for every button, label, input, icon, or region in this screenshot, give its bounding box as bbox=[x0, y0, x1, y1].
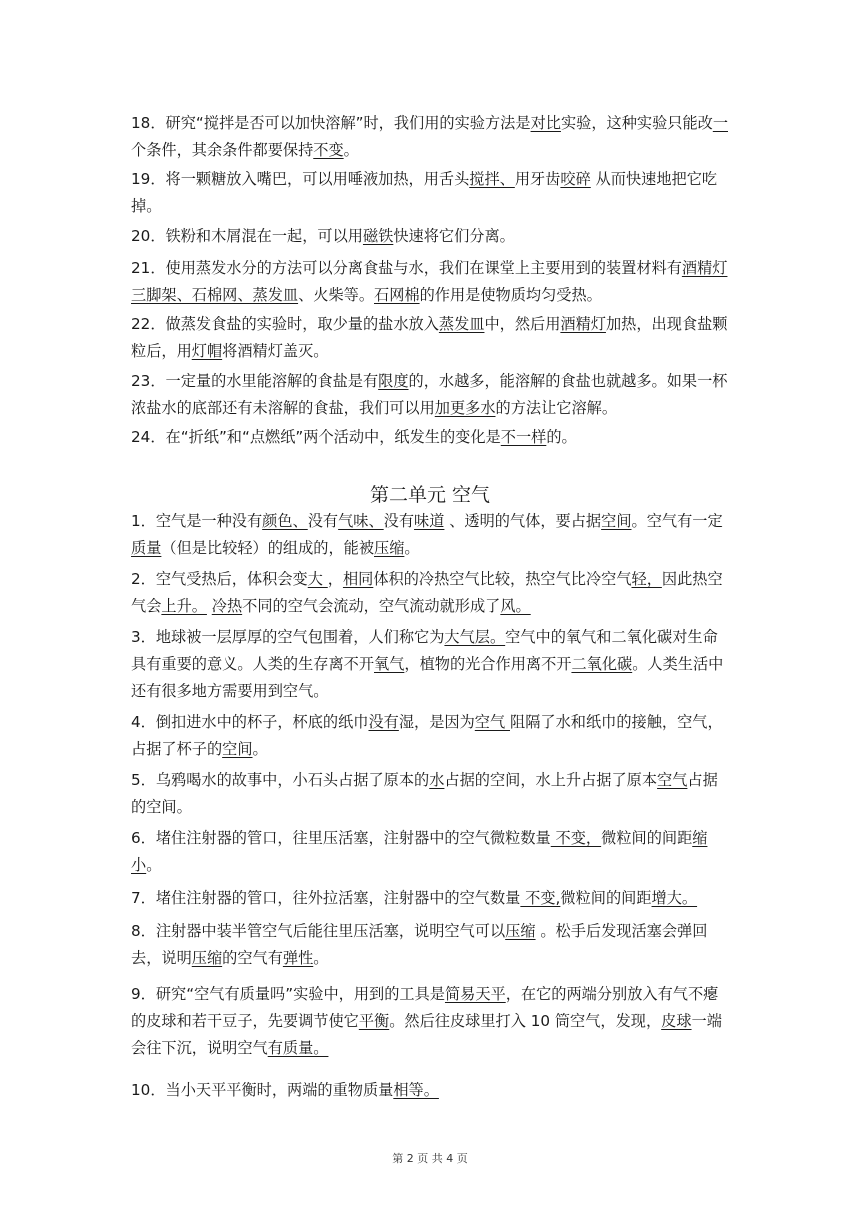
answer-text: 蒸发皿 bbox=[438, 315, 485, 333]
answer-text: 限度 bbox=[378, 372, 409, 390]
answer-text: 不变 bbox=[313, 141, 344, 159]
answer-text: 氧气 bbox=[374, 655, 405, 673]
item-23 bbox=[131, 368, 731, 422]
question-text: 不同的空气会流动，空气流动就形成了 bbox=[242, 597, 501, 615]
unit2-item-9 bbox=[131, 981, 731, 1062]
question-text: 8．注射器中装半管空气后能往里压活塞，说明空气可以 bbox=[131, 922, 506, 940]
answer-text: 空气 bbox=[474, 713, 510, 731]
answer-text: 弹性 bbox=[282, 949, 314, 967]
answer-text: 空间 bbox=[222, 740, 253, 758]
question-text: 。 bbox=[146, 856, 162, 874]
question-text: 微粒间的间距 bbox=[560, 889, 652, 907]
question-text: 。松手后发现活塞会弹回去，说明 bbox=[131, 922, 708, 967]
question-text: 9．研究“空气有质量吗”实验中，用到的工具是 bbox=[131, 985, 445, 1003]
question-text: 从而快速地把它吃掉。 bbox=[131, 170, 718, 215]
answer-text: 轻， bbox=[631, 570, 662, 588]
question-text: 的作用是使物质均匀受热。 bbox=[419, 286, 602, 304]
answer-text: 酒精灯 bbox=[560, 315, 606, 333]
answer-text: 空气 bbox=[657, 771, 688, 789]
answer-text: 磁铁 bbox=[362, 227, 394, 245]
unit2-item-1 bbox=[131, 508, 731, 562]
question-text: 5．乌鸦喝水的故事中，小石头占据了原本的 bbox=[131, 771, 430, 789]
answer-text: 上升。 bbox=[161, 597, 207, 615]
answer-text: 气味、 bbox=[338, 512, 384, 530]
answer-text: 空间 bbox=[601, 512, 632, 530]
question-text: 的，水越多，能溶解的食盐也就越多。如果一杯浓盐水的底部还有未溶解的食盐，我们可以用 bbox=[131, 372, 728, 417]
question-text: 。然后往皮球里打入 10 筒空气，发现， bbox=[389, 1012, 662, 1030]
item-24 bbox=[131, 424, 731, 451]
question-text: 、火柴等。 bbox=[298, 286, 374, 304]
answer-text: 咬碎 bbox=[560, 170, 591, 188]
question-text: 23．一定量的水里能溶解的食盐是有 bbox=[131, 372, 379, 390]
question-text: 2．空气受热后，体积会变 bbox=[131, 570, 308, 588]
unit2-item-6 bbox=[131, 825, 731, 879]
question-text: 21．使用蒸发水分的方法可以分离食盐与水，我们在课堂上主要用到的装置材料有 bbox=[131, 259, 682, 277]
question-text: ，在它的两端分别放入有气不瘪的皮球和若干豆子，先要调节使它 bbox=[131, 985, 719, 1030]
question-text: 的。 bbox=[546, 428, 577, 446]
question-text: ，植物的光合作用离不开 bbox=[404, 655, 572, 673]
item-19 bbox=[131, 166, 731, 220]
answer-text: 简易天平 bbox=[444, 985, 506, 1003]
unit2-item-8 bbox=[131, 918, 731, 972]
unit2-item-3 bbox=[131, 624, 731, 705]
answer-text: 酒精灯三脚架、石棉网、蒸发皿 bbox=[131, 259, 728, 304]
question-text: （但是比较轻）的组成的，能被 bbox=[161, 539, 374, 557]
answer-text: 加更多水 bbox=[434, 399, 496, 417]
question-text: 。空气有一定 bbox=[631, 512, 723, 530]
answer-text: 水 bbox=[429, 771, 445, 789]
answer-text: 二氧化碳 bbox=[571, 655, 633, 673]
answer-text: 大 bbox=[307, 570, 328, 588]
question-text: 个条件，其余条件都要保持 bbox=[131, 141, 314, 159]
question-text: 。 bbox=[404, 539, 420, 557]
unit2-item-7 bbox=[131, 885, 731, 912]
question-text: 湿，是因为 bbox=[398, 713, 475, 731]
answer-text: 压缩 bbox=[374, 539, 405, 557]
question-text: 一端会往下沉，说明空气 bbox=[131, 1012, 722, 1057]
answer-text: 味道 bbox=[414, 512, 445, 530]
question-text: 没有 bbox=[307, 512, 339, 530]
answer-text: 颜色、 bbox=[262, 512, 308, 530]
answer-text: 冷热 bbox=[211, 597, 243, 615]
answer-text: 风。 bbox=[500, 597, 531, 615]
question-text: 中，然后用 bbox=[484, 315, 561, 333]
question-text: 的空气有 bbox=[222, 949, 283, 967]
answer-text: 压缩 bbox=[505, 922, 536, 940]
answer-text: 石网棉 bbox=[374, 286, 420, 304]
question-text: 。人类生活中还有很多地方需要用到空气。 bbox=[131, 655, 724, 700]
question-text: 实验，这种实验只能改 bbox=[560, 114, 713, 132]
question-text: 22．做蒸发食盐的实验时，取少量的盐水放入 bbox=[131, 315, 439, 333]
question-text: 24．在“折纸”和“点燃纸”两个活动中，纸发生的变化是 bbox=[131, 428, 501, 446]
question-text: 。 bbox=[252, 740, 268, 758]
question-text: 没有 bbox=[383, 512, 415, 530]
question-text: 3．地球被一层厚厚的空气包围着，人们称它为 bbox=[131, 628, 445, 646]
answer-text: 相同 bbox=[342, 570, 374, 588]
item-22 bbox=[131, 311, 731, 365]
answer-text: 搅拌、 bbox=[469, 170, 515, 188]
question-text: 因此热空气会 bbox=[131, 570, 723, 615]
question-text: 加热，出现食盐颗粒后，用 bbox=[131, 315, 728, 360]
answer-text: 质量 bbox=[131, 539, 162, 557]
item-20 bbox=[131, 223, 731, 250]
answer-text: 对比 bbox=[530, 114, 561, 132]
question-text: 体积的冷热空气比较，热空气比冷空气 bbox=[373, 570, 632, 588]
question-text: 占据的空间。 bbox=[131, 771, 718, 816]
question-text: 、透明的气体，要占据 bbox=[444, 512, 602, 530]
question-text: 19．将一颗糖放入嘴巴，可以用唾液加热，用舌头 bbox=[131, 170, 470, 188]
unit2-title: 第二单元 空气 bbox=[369, 484, 491, 506]
answer-text: 不一样 bbox=[500, 428, 547, 446]
answer-text: 大气层。 bbox=[444, 628, 506, 646]
question-text: 6．堵住注射器的管口，往里压活塞，注射器中的空气微粒数量 bbox=[131, 829, 551, 847]
question-text: 1．空气是一种没有 bbox=[131, 512, 263, 530]
question-text: 快速将它们分离。 bbox=[393, 227, 515, 245]
unit2-item-4 bbox=[131, 709, 731, 763]
answer-text: 相等。 bbox=[393, 1081, 439, 1099]
question-text: 。 bbox=[343, 141, 359, 159]
item-21 bbox=[131, 255, 731, 309]
answer-text: 缩小 bbox=[131, 829, 708, 874]
answer-text: 灯帽 bbox=[191, 342, 223, 360]
item-18 bbox=[131, 110, 731, 164]
question-text: 4．倒扣进水中的杯子，杯底的纸巾 bbox=[131, 713, 369, 731]
question-text: 7．堵住注射器的管口，往外拉活塞，注射器中的空气数量 bbox=[131, 889, 521, 907]
question-text: ， bbox=[327, 570, 343, 588]
question-text: 10．当小天平平衡时，两端的重物质量 bbox=[131, 1081, 394, 1099]
question-text: 微粒间的间距 bbox=[601, 829, 693, 847]
question-text: 18．研究“搅拌是否可以加快溶解”时，我们用的实验方法是 bbox=[131, 114, 531, 132]
question-text: 的方法让它溶解。 bbox=[495, 399, 617, 417]
unit2-item-2 bbox=[131, 566, 731, 620]
answer-text: 平衡 bbox=[358, 1012, 390, 1030]
unit2-item-10 bbox=[131, 1077, 731, 1104]
answer-text: 没有 bbox=[368, 713, 399, 731]
question-text: 空气中的氧气和二氧化碳对生命具有重要的意义。人类的生存离不开 bbox=[131, 628, 718, 673]
answer-text: 有质量。 bbox=[267, 1039, 329, 1057]
question-text: 占据的空间，水上升占据了原本 bbox=[444, 771, 658, 789]
question-text: 20．铁粉和木屑混在一起，可以用 bbox=[131, 227, 363, 245]
answer-text: 皮球 bbox=[661, 1012, 692, 1030]
question-text: 用牙齿 bbox=[514, 170, 561, 188]
answer-text: 不变, bbox=[520, 889, 561, 907]
answer-text: 一 bbox=[712, 114, 728, 132]
answer-text: 增大。 bbox=[651, 889, 698, 907]
question-text: 阻隔了水和纸巾的接触，空气，占据了杯子的 bbox=[131, 713, 723, 758]
question-text: 。 bbox=[313, 949, 329, 967]
answer-text: 不变， bbox=[550, 829, 602, 847]
answer-text: 压缩 bbox=[191, 949, 223, 967]
unit2-item-5 bbox=[131, 767, 731, 821]
page-footer: 第 2 页 共 4 页 bbox=[392, 1152, 468, 1165]
question-text: 将酒精灯盖灭。 bbox=[222, 342, 329, 360]
